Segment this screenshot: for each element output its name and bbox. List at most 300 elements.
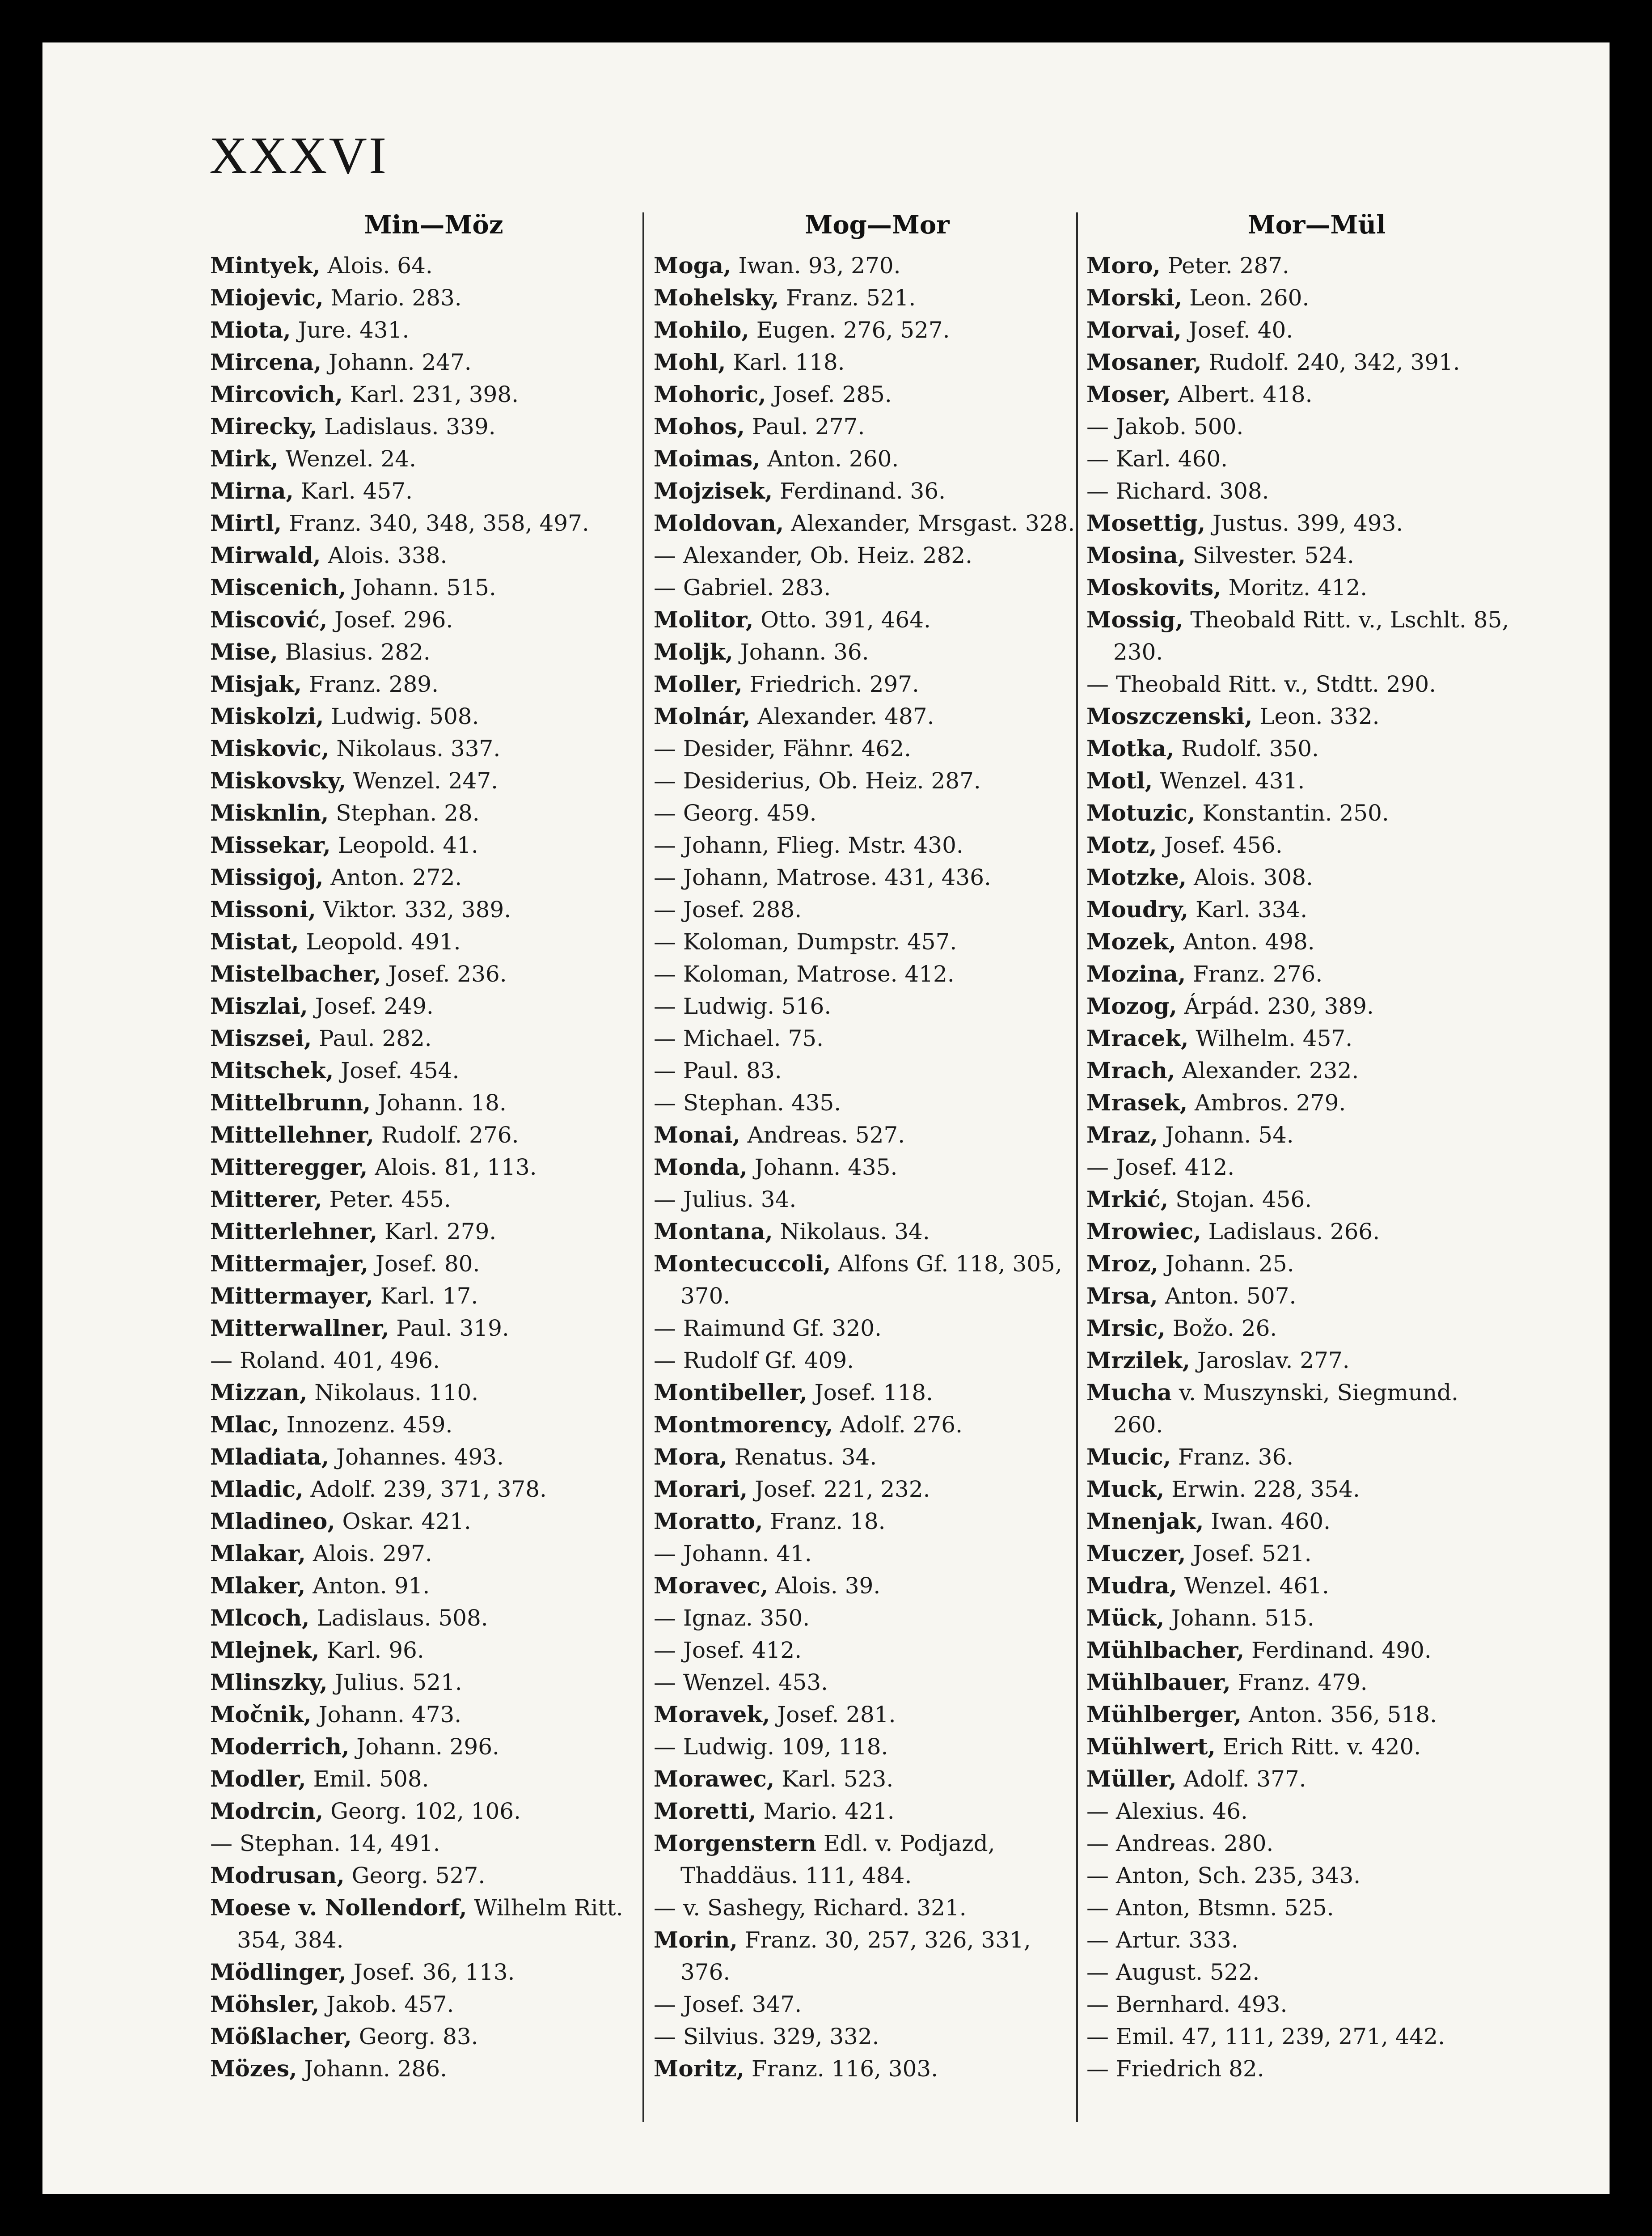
index-entry — [1086, 1151, 1547, 1183]
index-entry — [210, 346, 657, 378]
entry-surname: Möhsler, — [210, 1991, 320, 2017]
entry-surname: Mintyek, — [210, 252, 321, 279]
index-entry — [210, 958, 657, 990]
entry-surname: Mühlwert, — [1086, 1733, 1216, 1760]
index-entry — [210, 1892, 657, 1956]
entry-details: — Johann. 41. — [654, 1541, 812, 1567]
index-entry — [1086, 314, 1547, 346]
entry-surname: Mrsic, — [1086, 1315, 1166, 1341]
entry-surname: Mirna, — [210, 478, 294, 504]
entry-surname: Mlinszky, — [210, 1669, 328, 1695]
entry-surname: Mühlbacher, — [1086, 1637, 1245, 1663]
entry-details: Paul. 277. — [752, 414, 865, 440]
index-entry — [210, 1344, 657, 1376]
entry-details: — Andreas. 280. — [1086, 1830, 1274, 1856]
entry-surname: Moravek, — [654, 1701, 770, 1728]
column-header: Mog—Mor — [805, 210, 950, 240]
entry-details: Josef. 285. — [773, 381, 892, 407]
entry-details: — Georg. 459. — [654, 800, 817, 826]
entry-surname: Mora, — [654, 1444, 727, 1470]
entry-details: — Josef. 412. — [1086, 1154, 1235, 1180]
entry-details: Anton. 272. — [330, 864, 462, 890]
entry-details: — Richard. 308. — [1086, 478, 1269, 504]
entry-surname: Moretti, — [654, 1798, 756, 1824]
entry-surname: Mrasek, — [1086, 1089, 1188, 1116]
entry-surname: Mossig, — [1086, 606, 1183, 633]
index-entry — [210, 1215, 657, 1248]
entry-details: Ferdinand. 36. — [780, 478, 946, 504]
entry-details: Jakob. 457. — [326, 1991, 454, 2017]
index-entry — [210, 2053, 657, 2085]
entry-details: Konstantin. 250. — [1202, 800, 1389, 826]
entry-surname: Miszlai, — [210, 993, 308, 1019]
entry-list — [210, 250, 657, 2085]
entry-surname: Mroz, — [1086, 1250, 1158, 1277]
entry-surname: Mirwald, — [210, 542, 321, 568]
index-entry — [1086, 1731, 1547, 1763]
entry-details: — Theobald Ritt. v., Stdtt. 290. — [1086, 671, 1437, 697]
entry-details: Mario. 283. — [330, 285, 462, 311]
index-entry — [1086, 1022, 1547, 1054]
entry-details: Josef. 236. — [388, 961, 507, 987]
entry-details: Blasius. 282. — [285, 639, 431, 665]
entry-details: Karl. 231, 398. — [350, 381, 519, 407]
index-entry — [210, 572, 657, 604]
entry-surname: Mitschek, — [210, 1057, 334, 1084]
entry-details: v. Muszynski, Siegmund. — [1179, 1380, 1459, 1406]
entry-details: Karl. 334. — [1195, 897, 1308, 923]
entry-details: Johann. 515. — [353, 575, 496, 601]
index-entry — [1086, 1248, 1547, 1280]
index-entry — [210, 1248, 657, 1280]
index-entry — [654, 411, 1101, 443]
index-entry — [210, 604, 657, 636]
entry-details: Leon. 332. — [1259, 703, 1380, 729]
index-entry — [210, 250, 657, 282]
index-entry — [1086, 1924, 1547, 1956]
entry-details: Josef. 296. — [334, 607, 453, 633]
entry-details: Iwan. 93, 270. — [738, 253, 901, 279]
index-entry — [1086, 282, 1547, 314]
entry-surname: Mlcoch, — [210, 1605, 310, 1631]
entry-list — [1086, 250, 1547, 2085]
entry-continuation: Thaddäus. 111, 484. — [680, 1863, 912, 1889]
index-entry — [210, 797, 657, 829]
index-entry — [1086, 1602, 1547, 1634]
index-entry — [1086, 539, 1547, 572]
entry-details: — Desiderius, Ob. Heiz. 287. — [654, 768, 981, 794]
index-entry — [654, 1473, 1101, 1505]
entry-surname: Motka, — [1086, 735, 1175, 762]
entry-details: Rudolf. 350. — [1181, 736, 1319, 762]
entry-details: Georg. 102, 106. — [330, 1798, 521, 1824]
index-entry — [210, 765, 657, 797]
index-entry — [1086, 1570, 1547, 1602]
index-entry — [1086, 1119, 1547, 1151]
entry-details: Johann. 473. — [318, 1702, 462, 1728]
entry-surname: Mitterlehner, — [210, 1218, 378, 1245]
entry-surname: Muczer, — [1086, 1540, 1186, 1567]
entry-details: — Josef. 288. — [654, 897, 802, 923]
entry-details: Johannes. 493. — [336, 1444, 504, 1470]
entry-surname: Mittermayer, — [210, 1283, 373, 1309]
entry-surname: Mucha — [1086, 1379, 1172, 1406]
index-entry — [210, 926, 657, 958]
entry-details: Wenzel. 24. — [285, 446, 416, 472]
index-entry — [654, 1248, 1101, 1312]
entry-details: Erwin. 228, 354. — [1171, 1476, 1360, 1502]
entry-details: Stojan. 456. — [1175, 1186, 1312, 1212]
index-entry — [654, 1183, 1101, 1215]
entry-details: — August. 522. — [1086, 1959, 1260, 1985]
entry-details: Anton. 507. — [1165, 1283, 1297, 1309]
index-column — [654, 210, 1101, 2085]
entry-details: Josef. 40. — [1188, 317, 1293, 343]
entry-surname: Mohoric, — [654, 381, 766, 407]
entry-details: Alois. 81, 113. — [375, 1154, 537, 1180]
entry-details: — Karl. 460. — [1086, 446, 1228, 472]
index-entry — [210, 636, 657, 668]
entry-details: Eugen. 276, 527. — [756, 317, 950, 343]
entry-surname: Mladiata, — [210, 1444, 329, 1470]
entry-details: — Alexander, Ob. Heiz. 282. — [654, 542, 973, 568]
entry-surname: Montana, — [654, 1218, 773, 1245]
entry-details: Johann. 54. — [1165, 1122, 1294, 1148]
index-entry — [1086, 1087, 1547, 1119]
index-entry — [654, 1409, 1101, 1441]
index-entry — [654, 1441, 1101, 1473]
index-entry — [210, 1570, 657, 1602]
index-entry — [654, 861, 1101, 894]
index-entry — [1086, 1312, 1547, 1344]
index-entry — [654, 1505, 1101, 1537]
entry-surname: Mrsa, — [1086, 1283, 1158, 1309]
entry-details: Karl. 118. — [733, 349, 845, 375]
entry-details: Andreas. 527. — [747, 1122, 905, 1148]
entry-surname: Mozina, — [1086, 961, 1186, 987]
entry-surname: Mohos, — [654, 413, 745, 440]
entry-details: Leopold. 41. — [338, 832, 478, 858]
entry-continuation: 370. — [680, 1283, 731, 1309]
entry-details: Franz. 340, 348, 358, 497. — [289, 510, 589, 536]
index-entry — [654, 1022, 1101, 1054]
entry-details: — Koloman, Matrose. 412. — [654, 961, 955, 987]
index-entry — [1086, 1183, 1547, 1215]
entry-surname: Moudry, — [1086, 896, 1189, 923]
entry-surname: Morski, — [1086, 284, 1183, 311]
entry-details: Josef. 249. — [315, 993, 434, 1019]
entry-details: Johann. 18. — [378, 1090, 507, 1116]
entry-details: Silvester. 524. — [1192, 542, 1354, 568]
entry-surname: Mitterer, — [210, 1186, 322, 1212]
entry-details: Wenzel. 461. — [1184, 1573, 1329, 1599]
entry-continuation: 230. — [1113, 639, 1163, 665]
index-entry — [654, 2053, 1101, 2085]
entry-details: Georg. 83. — [359, 2024, 478, 2050]
entry-surname: Montibeller, — [654, 1379, 807, 1406]
index-entry — [210, 1505, 657, 1537]
document-page — [42, 42, 1610, 2194]
entry-surname: Miskovic, — [210, 735, 330, 762]
entry-details: Josef. 281. — [777, 1702, 896, 1728]
entry-details: Franz. 289. — [308, 671, 439, 697]
entry-details: Anton. 498. — [1183, 929, 1315, 955]
entry-details: — Artur. 333. — [1086, 1927, 1238, 1953]
index-entry — [210, 475, 657, 507]
index-entry — [210, 1634, 657, 1666]
entry-surname: Mödlinger, — [210, 1959, 346, 1985]
entry-surname: Mucic, — [1086, 1444, 1171, 1470]
index-entry — [210, 1666, 657, 1698]
index-entry — [210, 411, 657, 443]
entry-details: — Johann, Matrose. 431, 436. — [654, 864, 991, 890]
entry-surname: Miskolzi, — [210, 703, 324, 729]
index-entry — [654, 314, 1101, 346]
index-entry — [1086, 861, 1547, 894]
entry-details: Paul. 319. — [396, 1315, 509, 1341]
entry-details: — Koloman, Dumpstr. 457. — [654, 929, 957, 955]
entry-details: Wenzel. 431. — [1160, 768, 1305, 794]
index-entry — [1086, 1988, 1547, 2020]
entry-details: Johann. 25. — [1165, 1251, 1294, 1277]
index-entry — [654, 1634, 1101, 1666]
index-entry — [1086, 1473, 1547, 1505]
index-entry — [210, 700, 657, 733]
index-entry — [654, 1537, 1101, 1570]
index-entry — [1086, 572, 1547, 604]
entry-details: Adolf. 377. — [1183, 1766, 1306, 1792]
entry-details: Johann. 36. — [740, 639, 869, 665]
entry-details: Karl. 457. — [300, 478, 413, 504]
index-entry — [1086, 1859, 1547, 1892]
entry-details: Johann. 247. — [329, 349, 472, 375]
index-entry — [210, 1280, 657, 1312]
entry-surname: Müller, — [1086, 1766, 1177, 1792]
entry-surname: Misjak, — [210, 671, 302, 697]
entry-details: Franz. 30, 257, 326, 331, — [744, 1927, 1031, 1953]
index-entry — [210, 1731, 657, 1763]
index-entry — [210, 1827, 657, 1859]
entry-details: Ladislaus. 339. — [324, 414, 496, 440]
entry-details: Wilhelm. 457. — [1196, 1025, 1353, 1051]
index-entry — [1086, 1054, 1547, 1087]
index-entry — [210, 1312, 657, 1344]
index-entry — [1086, 2053, 1547, 2085]
entry-surname: Motzke, — [1086, 864, 1187, 890]
entry-details: Karl. 279. — [384, 1219, 497, 1245]
entry-details: — Paul. 83. — [654, 1058, 782, 1084]
entry-continuation: 354, 384. — [237, 1927, 344, 1953]
entry-details: Franz. 18. — [770, 1508, 886, 1534]
entry-details: Albert. 418. — [1178, 381, 1313, 407]
index-entry — [654, 250, 1101, 282]
entry-continuation: 260. — [1113, 1412, 1163, 1438]
entry-details: Josef. 80. — [375, 1251, 480, 1277]
index-entry — [210, 1956, 657, 1988]
entry-surname: Motuzic, — [1086, 800, 1196, 826]
index-entry — [210, 1022, 657, 1054]
entry-surname: Mlaker, — [210, 1572, 306, 1599]
entry-details: — Jakob. 500. — [1086, 414, 1244, 440]
index-entry — [654, 958, 1101, 990]
entry-details: Johann. 296. — [356, 1734, 499, 1760]
entry-details: Mario. 421. — [763, 1798, 895, 1824]
index-entry — [654, 926, 1101, 958]
entry-details: Josef. 118. — [814, 1380, 933, 1406]
index-entry — [654, 346, 1101, 378]
index-entry — [1086, 604, 1547, 668]
entry-details: — Gabriel. 283. — [654, 575, 831, 601]
index-entry — [1086, 1892, 1547, 1924]
entry-surname: Mladic, — [210, 1476, 304, 1502]
index-entry — [210, 1376, 657, 1409]
index-entry — [654, 1312, 1101, 1344]
entry-details: Adolf. 276. — [840, 1412, 963, 1438]
index-entry — [210, 2020, 657, 2053]
index-entry — [654, 507, 1101, 539]
index-entry — [654, 1988, 1101, 2020]
index-entry — [1086, 475, 1547, 507]
index-entry — [1086, 443, 1547, 475]
index-entry — [654, 1570, 1101, 1602]
index-column — [1086, 210, 1547, 2085]
entry-details: Friedrich. 297. — [749, 671, 919, 697]
index-entry — [1086, 250, 1547, 282]
index-entry — [1086, 507, 1547, 539]
index-entry — [210, 1054, 657, 1087]
entry-surname: Mohl, — [654, 349, 726, 375]
entry-details: Adolf. 239, 371, 378. — [310, 1476, 547, 1502]
entry-details: Edl. v. Podjazd, — [823, 1830, 995, 1856]
entry-details: — Anton, Btsmn. 525. — [1086, 1895, 1334, 1921]
entry-surname: Mudra, — [1086, 1572, 1177, 1599]
entry-surname: Mozek, — [1086, 928, 1176, 955]
entry-details: Nikolaus. 110. — [314, 1380, 479, 1406]
entry-details: Ludwig. 508. — [331, 703, 479, 729]
entry-details: — Julius. 34. — [654, 1186, 797, 1212]
entry-details: — Josef. 412. — [654, 1637, 802, 1663]
index-entry — [1086, 829, 1547, 861]
index-entry — [654, 539, 1101, 572]
index-entry — [654, 1763, 1101, 1795]
entry-surname: Mlejnek, — [210, 1637, 320, 1663]
entry-surname: Mitterwallner, — [210, 1315, 389, 1341]
index-entry — [1086, 2020, 1547, 2053]
entry-details: — Silvius. 329, 332. — [654, 2024, 879, 2050]
index-entry — [1086, 797, 1547, 829]
entry-surname: Mraz, — [1086, 1122, 1158, 1148]
entry-surname: Mittellehner, — [210, 1122, 374, 1148]
index-entry — [210, 894, 657, 926]
entry-surname: Molitor, — [654, 606, 754, 633]
index-entry — [210, 507, 657, 539]
entry-details: Leopold. 491. — [306, 929, 461, 955]
entry-surname: Morin, — [654, 1927, 738, 1953]
index-entry — [210, 1602, 657, 1634]
entry-details: Renatus. 34. — [734, 1444, 877, 1470]
index-entry — [210, 829, 657, 861]
entry-details: Božo. 26. — [1172, 1315, 1277, 1341]
index-entry — [654, 797, 1101, 829]
entry-details: — Bernhard. 493. — [1086, 1991, 1288, 2017]
entry-surname: Miszsei, — [210, 1025, 312, 1051]
entry-surname: Mosina, — [1086, 542, 1186, 568]
index-entry — [1086, 1376, 1547, 1441]
entry-surname: Mirk, — [210, 445, 279, 472]
index-entry — [210, 539, 657, 572]
index-entry — [1086, 1666, 1547, 1698]
index-entry — [210, 1151, 657, 1183]
entry-surname: Moimas, — [654, 445, 761, 472]
entry-surname: Mlakar, — [210, 1540, 306, 1567]
index-entry — [654, 894, 1101, 926]
index-entry — [654, 2020, 1101, 2053]
entry-surname: Miojevic, — [210, 284, 324, 311]
entry-details: Ambros. 279. — [1195, 1090, 1346, 1116]
index-entry — [654, 1698, 1101, 1731]
entry-surname: Morvai, — [1086, 317, 1182, 343]
entry-surname: Mircovich, — [210, 381, 343, 407]
index-entry — [210, 1441, 657, 1473]
index-entry — [210, 378, 657, 411]
entry-details: Emil. 508. — [313, 1766, 429, 1792]
index-entry — [1086, 411, 1547, 443]
entry-details: — Emil. 47, 111, 239, 271, 442. — [1086, 2024, 1445, 2050]
index-entry — [654, 1376, 1101, 1409]
entry-details: Alexander. 232. — [1182, 1058, 1359, 1084]
entry-details: Alois. 297. — [313, 1541, 432, 1567]
entry-surname: Mück, — [1086, 1605, 1165, 1631]
entry-surname: Mosaner, — [1086, 349, 1202, 375]
entry-details: Julius. 521. — [334, 1669, 462, 1695]
entry-details: Theobald Ritt. v., Lschlt. 85, — [1190, 607, 1509, 633]
entry-surname: Mise, — [210, 639, 278, 665]
entry-details: Josef. 456. — [1164, 832, 1283, 858]
entry-details: Johann. 435. — [754, 1154, 898, 1180]
entry-surname: Mittelbrunn, — [210, 1089, 371, 1116]
entry-surname: Morgenstern — [654, 1830, 816, 1856]
entry-details: Alexander, Mrsgast. 328. — [791, 510, 1075, 536]
entry-details: Alois. 308. — [1193, 864, 1313, 890]
entry-surname: Mitteregger, — [210, 1154, 368, 1180]
entry-surname: Miskovsky, — [210, 767, 346, 794]
entry-details: Erich Ritt. v. 420. — [1222, 1734, 1421, 1760]
index-entry — [1086, 1795, 1547, 1827]
entry-details: Anton. 356, 518. — [1248, 1702, 1437, 1728]
entry-details: Josef. 521. — [1193, 1541, 1312, 1567]
entry-surname: Moszczenski, — [1086, 703, 1253, 729]
entry-details: Franz. 36. — [1178, 1444, 1294, 1470]
entry-details: Alois. 338. — [328, 542, 448, 568]
index-entry — [210, 314, 657, 346]
entry-surname: Missigoj, — [210, 864, 324, 890]
index-entry — [1086, 958, 1547, 990]
entry-details: — Ludwig. 516. — [654, 993, 832, 1019]
entry-details: Jure. 431. — [298, 317, 410, 343]
entry-details: Alexander. 487. — [757, 703, 934, 729]
index-entry — [210, 990, 657, 1022]
entry-surname: Mojzisek, — [654, 478, 773, 504]
index-entry — [210, 861, 657, 894]
entry-details: Karl. 17. — [380, 1283, 478, 1309]
index-entry — [1086, 765, 1547, 797]
index-entry — [210, 1537, 657, 1570]
entry-details: Anton. 91. — [313, 1573, 430, 1599]
index-entry — [210, 1859, 657, 1892]
index-entry — [654, 282, 1101, 314]
entry-surname: Mirecky, — [210, 413, 317, 440]
index-entry — [654, 1666, 1101, 1698]
